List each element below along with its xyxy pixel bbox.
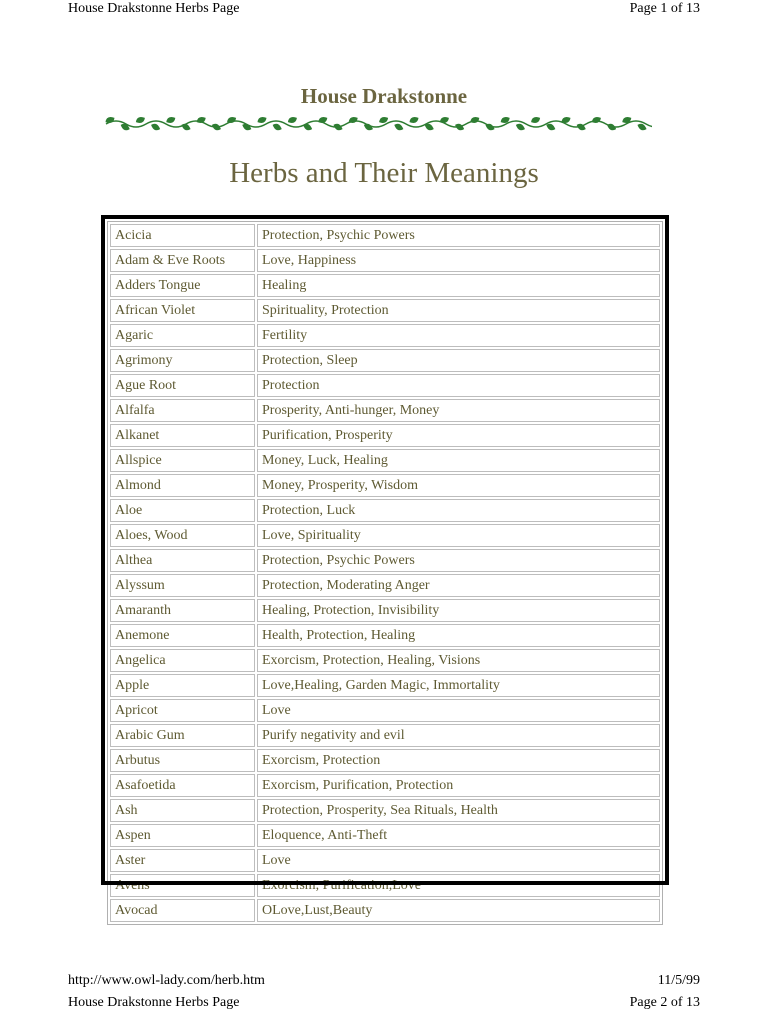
table-row <box>110 624 660 647</box>
herb-name-cell: Alkanet <box>110 424 255 447</box>
herb-meaning-cell: OLove,Lust,Beauty <box>257 899 660 922</box>
herb-name-cell: Aster <box>110 849 255 872</box>
table-row <box>110 599 660 622</box>
table-row <box>110 899 660 922</box>
table-row <box>110 224 660 247</box>
footer-page-number: Page 2 of 13 <box>629 995 700 1010</box>
herb-meaning-cell: Exorcism, Protection <box>257 749 660 772</box>
herb-meaning-cell: Love <box>257 699 660 722</box>
herb-name-cell: Aloes, Wood <box>110 524 255 547</box>
herbs-table-body <box>110 224 660 922</box>
herb-meaning-cell: Healing <box>257 274 660 297</box>
site-title: House Drakstonne <box>300 84 468 108</box>
herb-name-cell: Apricot <box>110 699 255 722</box>
table-row <box>110 374 660 397</box>
herb-meaning-cell: Prosperity, Anti-hunger, Money <box>257 399 660 422</box>
table-row <box>110 749 660 772</box>
herb-meaning-cell: Love,Healing, Garden Magic, Immortality <box>257 674 660 697</box>
ivy-vine-divider-icon <box>104 112 652 136</box>
herb-meaning-cell: Exorcism, Purification, Protection <box>257 774 660 797</box>
herb-name-cell: Arabic Gum <box>110 724 255 747</box>
herbs-table-container <box>107 221 663 925</box>
table-row <box>110 449 660 472</box>
herb-name-cell: Avocad <box>110 899 255 922</box>
herb-name-cell: Anemone <box>110 624 255 647</box>
herb-meaning-cell: Spirituality, Protection <box>257 299 660 322</box>
table-row <box>110 874 660 897</box>
herb-meaning-cell: Love, Happiness <box>257 249 660 272</box>
herb-name-cell: Agrimony <box>110 349 255 372</box>
table-row <box>110 299 660 322</box>
table-row <box>110 824 660 847</box>
herb-name-cell: African Violet <box>110 299 255 322</box>
herb-meaning-cell: Love, Spirituality <box>257 524 660 547</box>
herb-name-cell: Aspen <box>110 824 255 847</box>
herb-name-cell: Amaranth <box>110 599 255 622</box>
table-row <box>110 649 660 672</box>
herb-name-cell: Apple <box>110 674 255 697</box>
herb-name-cell: Alyssum <box>110 574 255 597</box>
herb-meaning-cell: Eloquence, Anti-Theft <box>257 824 660 847</box>
footer-url-link[interactable]: http://www.owl-lady.com/herb.htm <box>68 973 265 988</box>
table-row <box>110 324 660 347</box>
herb-name-cell: Arbutus <box>110 749 255 772</box>
table-row <box>110 574 660 597</box>
herb-meaning-cell: Purify negativity and evil <box>257 724 660 747</box>
header-title: House Drakstonne Herbs Page <box>68 1 240 16</box>
herb-meaning-cell: Purification, Prosperity <box>257 424 660 447</box>
herb-name-cell: Acicia <box>110 224 255 247</box>
herb-meaning-cell: Protection <box>257 374 660 397</box>
table-row <box>110 774 660 797</box>
table-row <box>110 724 660 747</box>
footer-date: 11/5/99 <box>657 973 700 988</box>
herb-name-cell: Allspice <box>110 449 255 472</box>
table-row <box>110 499 660 522</box>
herb-meaning-cell: Money, Prosperity, Wisdom <box>257 474 660 497</box>
herb-name-cell: Althea <box>110 549 255 572</box>
herb-meaning-cell: Health, Protection, Healing <box>257 624 660 647</box>
herb-meaning-cell: Fertility <box>257 324 660 347</box>
herbs-table <box>107 221 663 925</box>
table-row <box>110 799 660 822</box>
herb-meaning-cell: Protection, Moderating Anger <box>257 574 660 597</box>
table-row <box>110 349 660 372</box>
table-row <box>110 474 660 497</box>
table-row <box>110 524 660 547</box>
herb-name-cell: Asafoetida <box>110 774 255 797</box>
herb-name-cell: Agaric <box>110 324 255 347</box>
table-row <box>110 424 660 447</box>
herb-name-cell: Ash <box>110 799 255 822</box>
table-row <box>110 274 660 297</box>
herb-meaning-cell: Protection, Psychic Powers <box>257 549 660 572</box>
herb-meaning-cell: Love <box>257 849 660 872</box>
herb-meaning-cell: Money, Luck, Healing <box>257 449 660 472</box>
herb-name-cell: Ague Root <box>110 374 255 397</box>
herb-name-cell: Avens <box>110 874 255 897</box>
footer-title: House Drakstonne Herbs Page <box>68 995 240 1010</box>
herb-meaning-cell: Exorcism, Protection, Healing, Visions <box>257 649 660 672</box>
table-row <box>110 249 660 272</box>
herb-meaning-cell: Healing, Protection, Invisibility <box>257 599 660 622</box>
herb-meaning-cell: Protection, Psychic Powers <box>257 224 660 247</box>
table-row <box>110 549 660 572</box>
herb-name-cell: Adders Tongue <box>110 274 255 297</box>
herb-meaning-cell: Protection, Luck <box>257 499 660 522</box>
header-page-number: Page 1 of 13 <box>629 1 700 16</box>
table-row <box>110 674 660 697</box>
table-row <box>110 699 660 722</box>
table-row <box>110 849 660 872</box>
herb-meaning-cell: Exorcism, Purification,Love <box>257 874 660 897</box>
table-row <box>110 399 660 422</box>
herb-name-cell: Almond <box>110 474 255 497</box>
herb-meaning-cell: Protection, Prosperity, Sea Rituals, Health <box>257 799 660 822</box>
herb-meaning-cell: Protection, Sleep <box>257 349 660 372</box>
page-heading: Herbs and Their Meanings <box>229 157 539 189</box>
herb-name-cell: Alfalfa <box>110 399 255 422</box>
herb-name-cell: Aloe <box>110 499 255 522</box>
herb-name-cell: Angelica <box>110 649 255 672</box>
herb-name-cell: Adam & Eve Roots <box>110 249 255 272</box>
